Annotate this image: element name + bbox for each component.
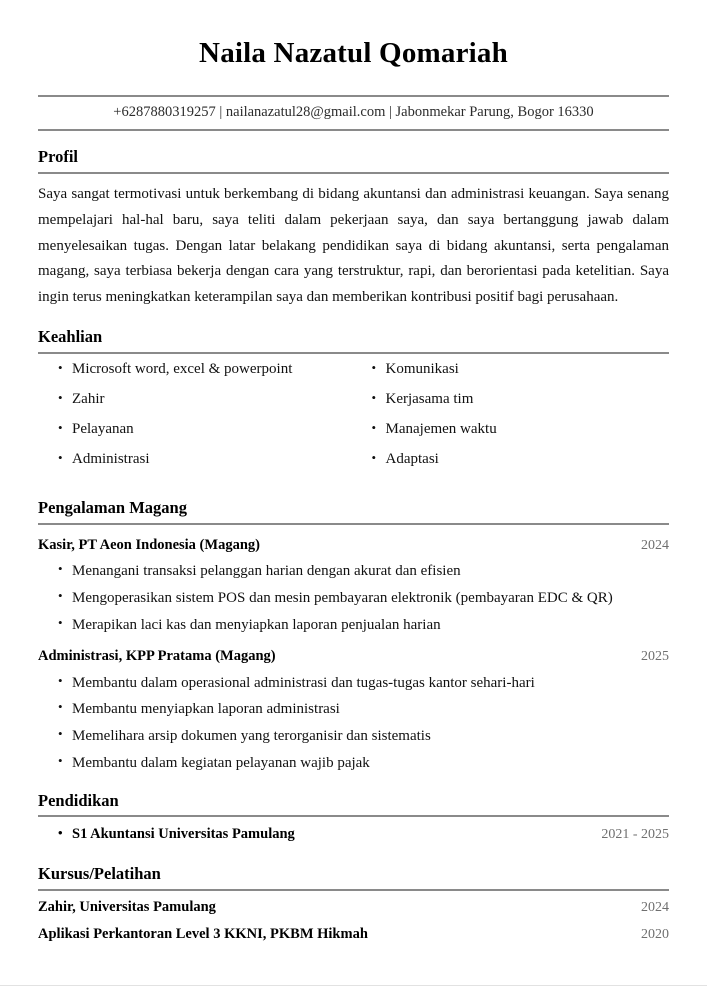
contact-line: +6287880319257 | nailanazatul28@gmail.com | Jabonmekar Parung, Bogor 16330 [113, 103, 594, 120]
course-name: Aplikasi Perkantoran Level 3 KKNI, PKBM Hikmah [38, 926, 368, 943]
list-item: • Microsoft word, excel & powerpoint [58, 362, 354, 377]
course-entry [38, 899, 669, 916]
experience-bullets [38, 674, 669, 773]
course-entry [38, 926, 669, 943]
section-education [38, 791, 669, 844]
experience-date: 2025 [641, 649, 669, 665]
experience-entry-header [38, 648, 669, 665]
page-bottom-edge [0, 985, 707, 986]
list-item: • Merapikan laci kas dan menyiapkan laporan penjualan harian [38, 616, 669, 635]
section-title-courses: Kursus/Pelatihan [38, 863, 161, 883]
candidate-name: Naila Nazatul Qomariah [199, 37, 508, 69]
list-item: • Membantu dalam kegiatan pelayanan wajib pajak [38, 754, 669, 773]
experience-entry [38, 537, 669, 635]
list-item: • Membantu dalam operasional administrasi dan tugas-tugas kantor sehari-hari [38, 674, 669, 693]
skills-column-left [38, 362, 354, 482]
contact-block [38, 95, 669, 131]
list-item: • Manajemen waktu [372, 422, 670, 437]
section-title-skills: Keahlian [38, 327, 103, 347]
list-item: • Administrasi [58, 452, 354, 467]
section-divider [38, 172, 669, 174]
list-item: • Adaptasi [372, 452, 670, 467]
experience-date: 2024 [641, 537, 669, 553]
section-divider [38, 523, 669, 525]
experience-entry-header [38, 537, 669, 554]
list-item: • Zahir [58, 392, 354, 407]
list-item: • Menangani transaksi pelanggan harian dengan akurat dan efisien [38, 562, 669, 581]
experience-entry [38, 648, 669, 772]
experience-role: Kasir, PT Aeon Indonesia (Magang) [38, 536, 260, 553]
experience-role: Administrasi, KPP Pratama (Magang) [38, 648, 276, 665]
section-divider [38, 815, 669, 817]
section-title-profile: Profil [38, 147, 79, 167]
section-experience [38, 498, 669, 773]
section-divider [38, 889, 669, 891]
course-name: Zahir, Universitas Pamulang [38, 898, 216, 915]
section-title-education: Pendidikan [38, 790, 119, 810]
education-entry [38, 826, 669, 843]
skills-column-right [354, 362, 670, 482]
section-divider [38, 352, 669, 354]
section-profile [38, 147, 669, 311]
course-date: 2024 [641, 899, 669, 915]
section-skills [38, 327, 669, 482]
list-item: • Memelihara arsip dokumen yang terorganisir dan sistematis [38, 727, 669, 746]
section-courses [38, 864, 669, 944]
education-date: 2021 - 2025 [601, 827, 669, 843]
list-item: • Mengoperasikan sistem POS dan mesin pembayaran elektronik (pembayaran EDC & QR) [38, 589, 669, 608]
experience-bullets [38, 562, 669, 634]
section-title-experience: Pengalaman Magang [38, 497, 187, 517]
course-date: 2020 [641, 927, 669, 943]
list-item: • Kerjasama tim [372, 392, 670, 407]
skills-columns [38, 362, 669, 482]
profile-paragraph: Saya sangat termotivasi untuk berkembang di bidang akuntansi dan administrasi keuangan. Saya senang mempelajari hal-hal baru, saya teliti dalam pekerjaan saya, dan saya bertanggung jawab dalam menyelesaikan tugas. Dengan latar belakang pendidikan saya di bidang akuntansi, serta pengalaman magang, saya terbiasa bekerja dengan cara yang terstruktur, rapi, dan berorientasi pada ketelitian. Saya ingin terus meningkatkan keterampilan saya dan memberikan kontribusi positif bagi perusahaan. [38, 186, 669, 306]
list-item: • Pelayanan [58, 422, 354, 437]
education-degree: • S1 Akuntansi Universitas Pamulang [38, 826, 295, 843]
list-item: • Komunikasi [372, 362, 670, 377]
list-item: • Membantu menyiapkan laporan administrasi [38, 700, 669, 719]
